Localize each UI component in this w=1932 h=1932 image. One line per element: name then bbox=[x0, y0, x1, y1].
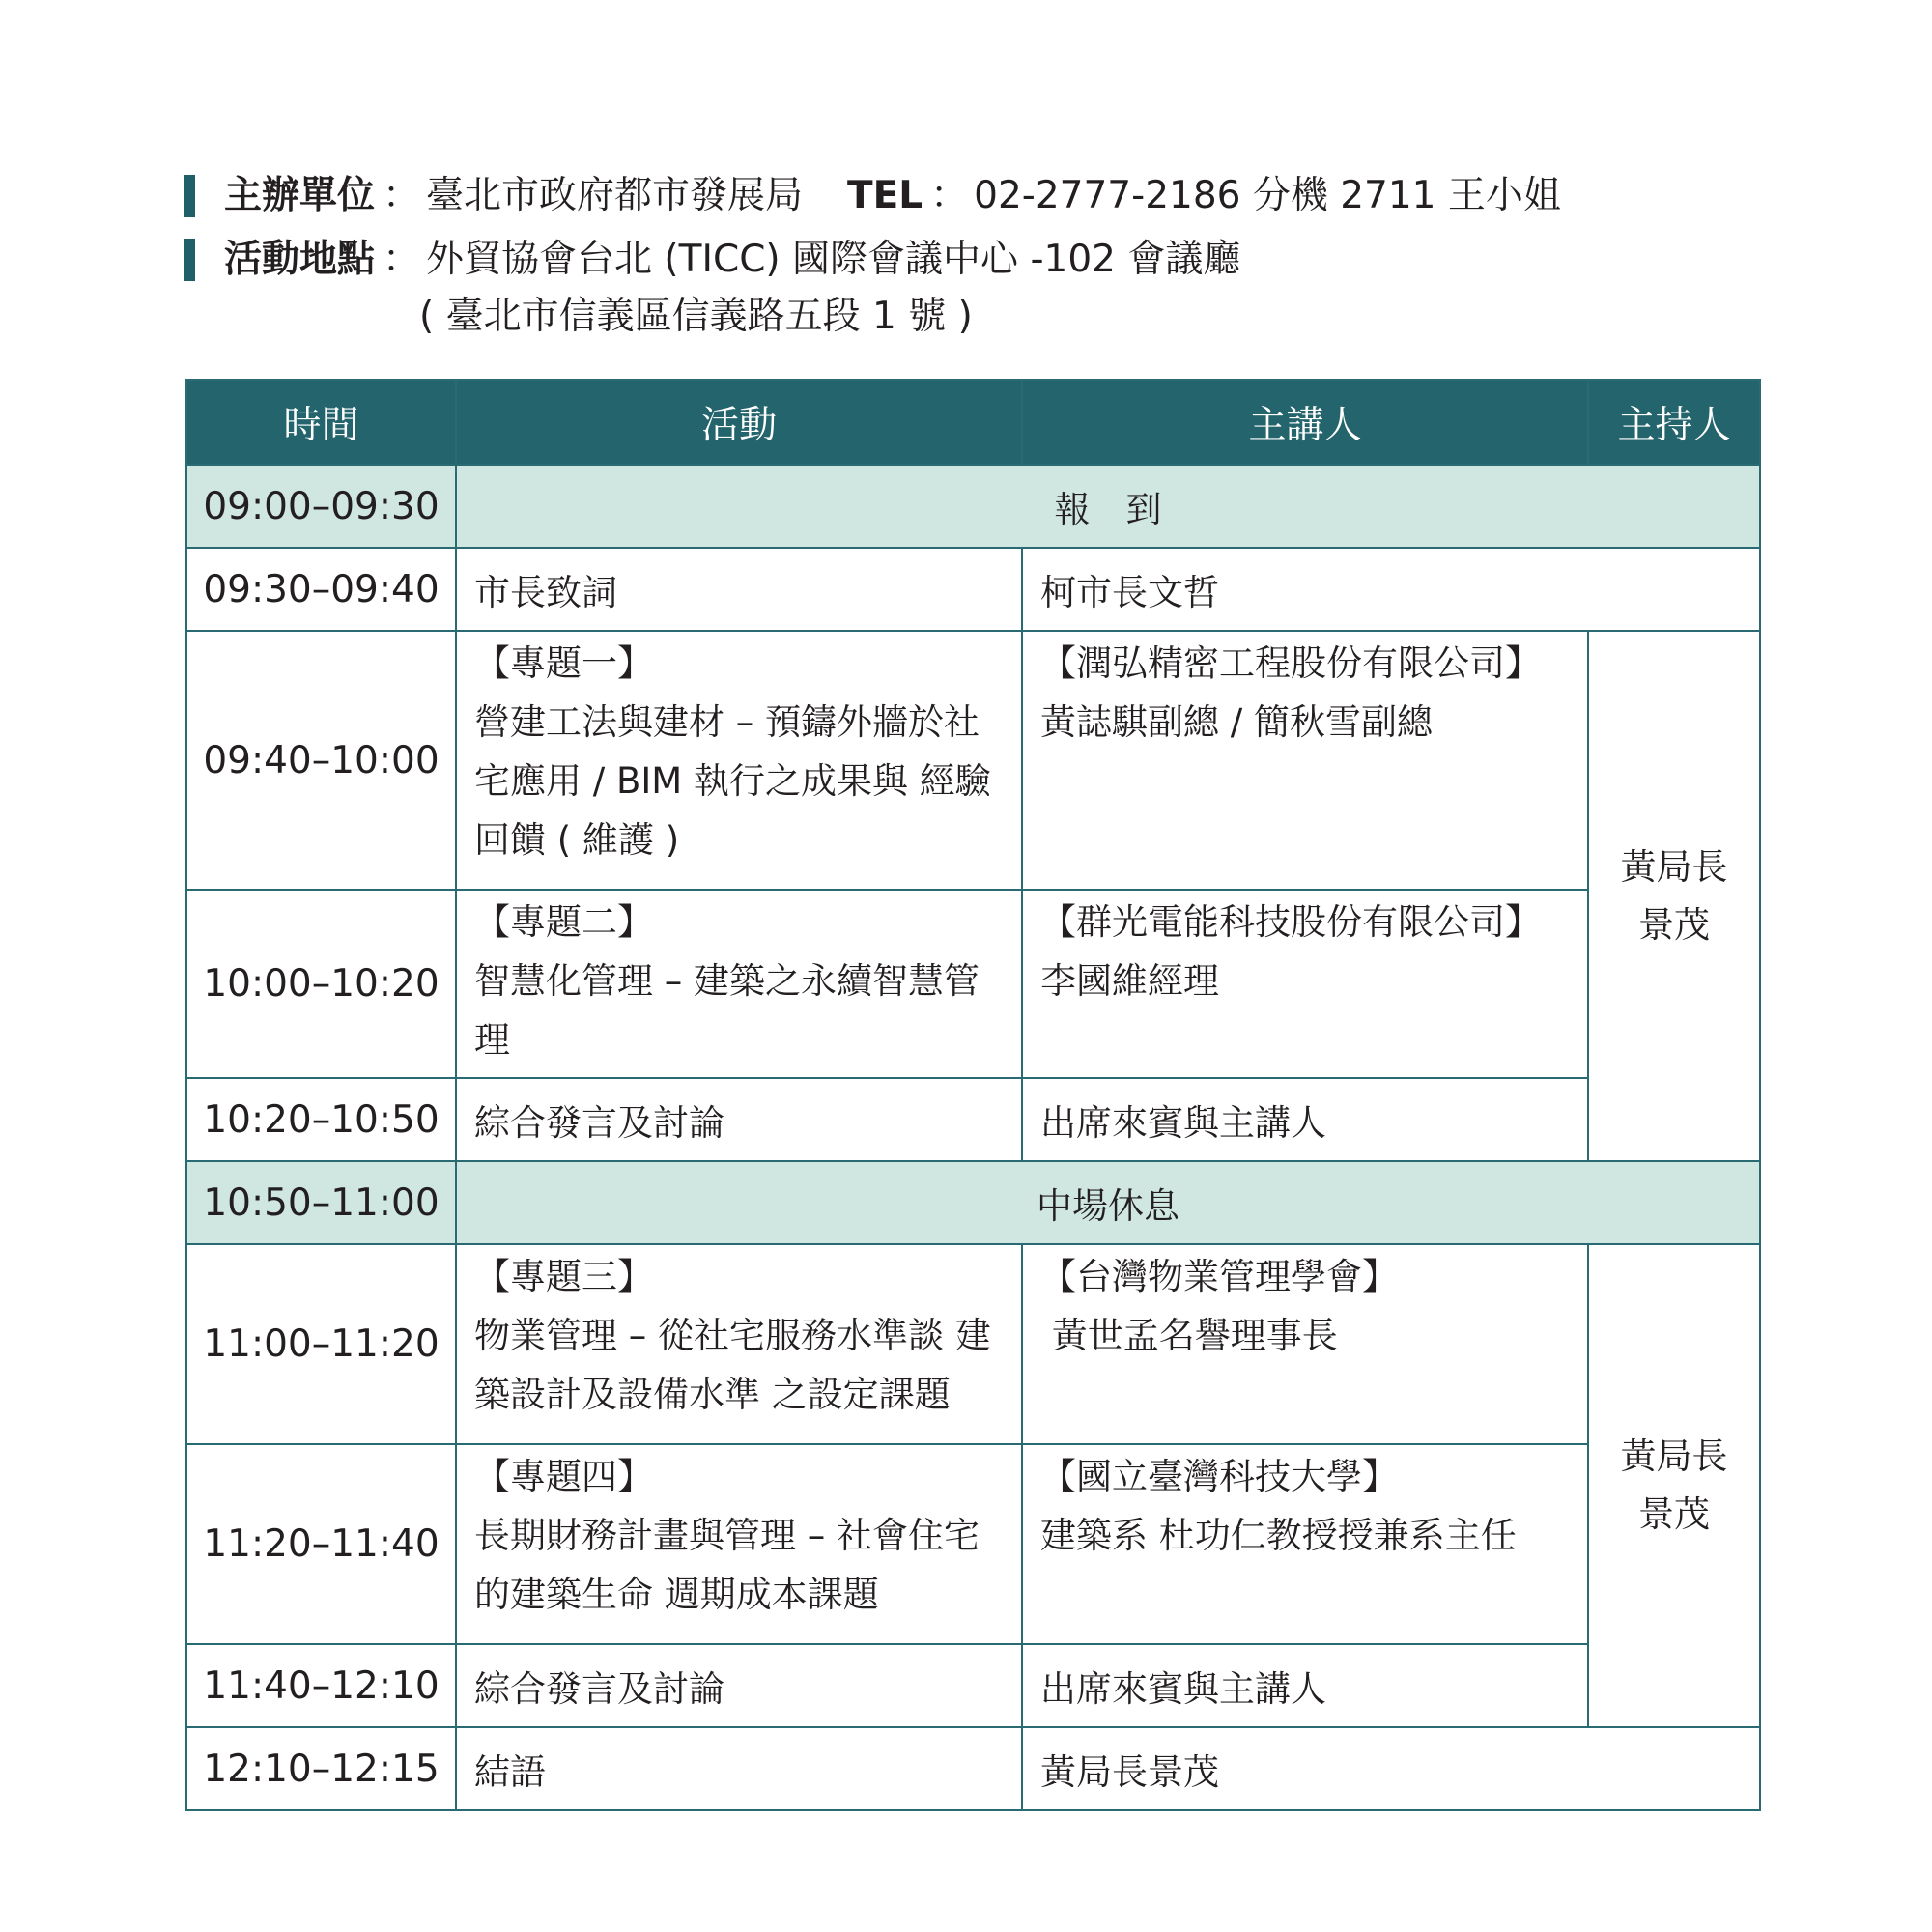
speaker-line: 建築系 杜功仁教授授兼系主任 bbox=[1040, 1515, 1517, 1556]
activity-line: 市長致詞 bbox=[474, 572, 617, 613]
organizer-bullet-bar bbox=[184, 175, 195, 217]
time-cell: 11:00–11:20 bbox=[186, 1244, 456, 1444]
activity-line: 【專題一】 bbox=[474, 642, 653, 684]
activity-line: 綜合發言及討論 bbox=[474, 1668, 724, 1710]
tel-label: TEL bbox=[847, 174, 923, 217]
venue-label: 活動地點 bbox=[224, 238, 376, 281]
speaker-cell bbox=[1022, 1727, 1760, 1810]
organizer-colon: ： bbox=[383, 174, 421, 217]
host-line: 黃局長 bbox=[1620, 1435, 1728, 1477]
activity-line: 的建築生命 週期成本課題 bbox=[474, 1574, 879, 1615]
organizer-value: 臺北市政府都市發展局 bbox=[426, 174, 804, 217]
table-row bbox=[186, 631, 1760, 890]
speaker-cell bbox=[1022, 631, 1588, 890]
organizer-label: 主辦單位 bbox=[224, 174, 376, 217]
host-cell bbox=[1588, 631, 1760, 1161]
table-row bbox=[186, 890, 1760, 1078]
time-cell: 09:30–09:40 bbox=[186, 548, 456, 631]
speaker-line: 【潤弘精密工程股份有限公司】 bbox=[1040, 642, 1541, 684]
activity-line: 結語 bbox=[474, 1751, 546, 1793]
activity-line: 【專題三】 bbox=[474, 1256, 653, 1297]
time-cell: 11:20–11:40 bbox=[186, 1444, 456, 1644]
activity-cell bbox=[456, 1727, 1022, 1810]
time-cell: 10:20–10:50 bbox=[186, 1078, 456, 1161]
activity-cell bbox=[456, 1244, 1022, 1444]
speaker-cell bbox=[1022, 890, 1588, 1078]
header-host: 主持人 bbox=[1588, 380, 1760, 465]
activity-cell bbox=[456, 1078, 1022, 1161]
table-row bbox=[186, 1727, 1760, 1810]
band-cell: 中場休息 bbox=[456, 1161, 1760, 1244]
speaker-line: 【國立臺灣科技大學】 bbox=[1040, 1456, 1398, 1497]
speaker-cell bbox=[1022, 548, 1760, 631]
activity-cell bbox=[456, 890, 1022, 1078]
speaker-cell bbox=[1022, 1644, 1588, 1727]
tel-value: 02-2777-2186 分機 2711 王小姐 bbox=[974, 174, 1561, 217]
venue-address: ( 臺北市信義區信義路五段 1 號 ) bbox=[419, 295, 973, 338]
time-cell: 09:40–10:00 bbox=[186, 631, 456, 890]
table-row bbox=[186, 1244, 1760, 1444]
table-row bbox=[186, 1078, 1760, 1161]
speaker-line: 出席來賓與主講人 bbox=[1040, 1668, 1326, 1710]
activity-line: 【專題二】 bbox=[474, 901, 653, 943]
venue-row bbox=[184, 228, 1561, 292]
header-time: 時間 bbox=[186, 380, 456, 465]
speaker-cell bbox=[1022, 1078, 1588, 1161]
speaker-cell bbox=[1022, 1244, 1588, 1444]
speaker-cell bbox=[1022, 1444, 1588, 1644]
activity-line: 回饋 ( 維護 ) bbox=[474, 819, 680, 861]
speaker-line: 出席來賓與主講人 bbox=[1040, 1102, 1326, 1144]
host-line: 景茂 bbox=[1638, 1493, 1710, 1535]
table-row bbox=[186, 1644, 1760, 1727]
speaker-line: 柯市長文哲 bbox=[1040, 572, 1219, 613]
table-row bbox=[186, 1444, 1760, 1644]
host-cell bbox=[1588, 1244, 1760, 1727]
activity-line: 宅應用 / BIM 執行之成果與 經驗 bbox=[474, 760, 991, 802]
time-cell: 10:50–11:00 bbox=[186, 1161, 456, 1244]
table-row bbox=[186, 1161, 1760, 1244]
activity-line: 築設計及設備水準 之設定課題 bbox=[474, 1374, 951, 1415]
table-row bbox=[186, 548, 1760, 631]
activity-line: 長期財務計畫與管理 – 社會住宅 bbox=[474, 1515, 980, 1556]
speaker-line: 黃局長景茂 bbox=[1040, 1751, 1219, 1793]
table-header-row bbox=[186, 380, 1760, 465]
header-activity: 活動 bbox=[456, 380, 1022, 465]
speaker-line: 【台灣物業管理學會】 bbox=[1040, 1256, 1398, 1297]
venue-bullet-bar bbox=[184, 239, 195, 281]
venue-value: 外貿協會台北 (TICC) 國際會議中心 -102 會議廳 bbox=[426, 238, 1241, 281]
activity-cell bbox=[456, 1444, 1022, 1644]
activity-cell bbox=[456, 631, 1022, 890]
activity-line: 物業管理 – 從社宅服務水準談 建 bbox=[474, 1315, 991, 1356]
header-speaker: 主講人 bbox=[1022, 380, 1588, 465]
organizer-row bbox=[184, 164, 1561, 228]
schedule-table bbox=[185, 379, 1761, 1811]
time-cell: 11:40–12:10 bbox=[186, 1644, 456, 1727]
time-cell: 10:00–10:20 bbox=[186, 890, 456, 1078]
tel-colon: ： bbox=[930, 174, 969, 217]
speaker-line: 黃世孟名譽理事長 bbox=[1040, 1315, 1338, 1356]
host-line: 景茂 bbox=[1638, 903, 1710, 946]
activity-line: 【專題四】 bbox=[474, 1456, 653, 1497]
activity-line: 營建工法與建材 – 預鑄外牆於社 bbox=[474, 701, 980, 743]
host-line: 黃局長 bbox=[1620, 845, 1728, 888]
time-cell: 12:10–12:15 bbox=[186, 1727, 456, 1810]
venue-colon: ： bbox=[383, 238, 421, 281]
band-cell: 報 到 bbox=[456, 465, 1760, 548]
event-info bbox=[184, 164, 1561, 342]
speaker-line: 【群光電能科技股份有限公司】 bbox=[1040, 901, 1541, 943]
activity-cell bbox=[456, 548, 1022, 631]
activity-line: 綜合發言及討論 bbox=[474, 1102, 724, 1144]
activity-cell bbox=[456, 1644, 1022, 1727]
time-cell: 09:00–09:30 bbox=[186, 465, 456, 548]
speaker-line: 黃誌騏副總 / 簡秋雪副總 bbox=[1040, 701, 1433, 743]
activity-line: 智慧化管理 – 建築之永續智慧管理 bbox=[474, 960, 980, 1061]
table-row bbox=[186, 465, 1760, 548]
speaker-line: 李國維經理 bbox=[1040, 960, 1219, 1002]
